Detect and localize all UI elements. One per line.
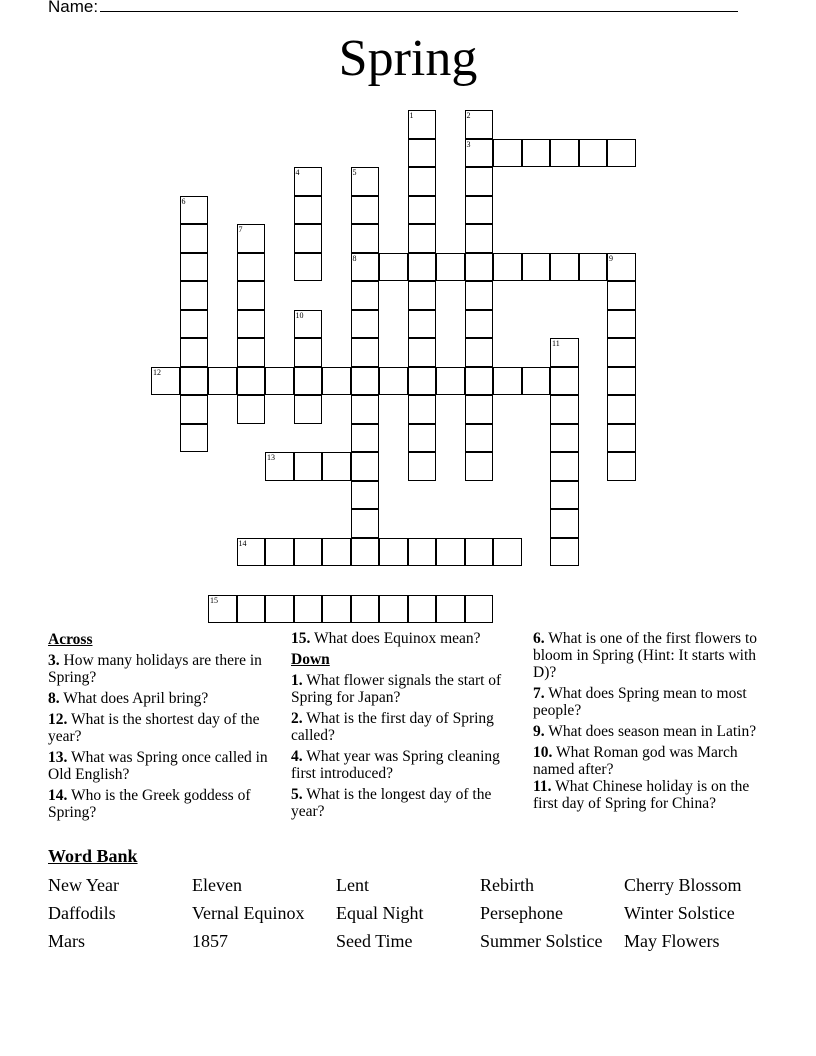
crossword-cell[interactable] <box>408 281 437 310</box>
clue-number-12: 12 <box>153 367 161 377</box>
word-bank-item: Rebirth <box>480 875 534 895</box>
crossword-cell[interactable] <box>237 367 266 396</box>
crossword-cell[interactable] <box>408 196 437 225</box>
crossword-cell[interactable] <box>408 424 437 453</box>
clue-number-8: 8 <box>352 253 357 263</box>
crossword-cell[interactable] <box>351 196 380 225</box>
clue-down-4: 4. What year was Spring cleaning first introduced? <box>291 748 500 782</box>
crossword-cell[interactable] <box>180 224 209 253</box>
clue-down-2: 2. What is the first day of Spring called? <box>291 710 494 744</box>
clue-number-13: 13 <box>267 453 275 462</box>
crossword-cell[interactable] <box>294 338 323 367</box>
crossword-cell[interactable] <box>493 538 522 567</box>
crossword-cell[interactable] <box>522 139 551 168</box>
crossword-cell[interactable] <box>465 367 494 396</box>
page-title: Spring <box>338 30 478 87</box>
crossword-cell[interactable] <box>550 509 579 538</box>
crossword-cell[interactable] <box>351 481 380 510</box>
crossword-cell[interactable] <box>579 253 608 282</box>
word-bank-item: Cherry Blossom <box>624 875 742 895</box>
crossword-cell[interactable] <box>265 367 294 396</box>
crossword-cell[interactable] <box>237 595 266 624</box>
crossword-cell[interactable] <box>408 595 437 624</box>
crossword-cell[interactable] <box>436 253 465 282</box>
clues-column-3 <box>533 630 773 816</box>
crossword-cell[interactable] <box>522 253 551 282</box>
crossword-cell[interactable] <box>180 424 209 453</box>
crossword-cell[interactable] <box>465 424 494 453</box>
clue-across-12: 12. What is the shortest day of the year? <box>48 711 260 745</box>
crossword-cell[interactable] <box>237 281 266 310</box>
name-label: Name: <box>48 0 99 16</box>
crossword-cell[interactable] <box>408 253 437 282</box>
crossword-cell[interactable] <box>607 367 636 396</box>
crossword-cell[interactable] <box>465 167 494 196</box>
crossword-cell[interactable] <box>550 538 579 567</box>
crossword-cell[interactable] <box>351 281 380 310</box>
crossword-cell[interactable] <box>322 452 351 481</box>
crossword-cell[interactable] <box>408 310 437 339</box>
crossword-cell[interactable] <box>351 338 380 367</box>
clue-down-1: 1. What flower signals the start of Spring for Japan? <box>291 672 502 706</box>
clue-across-15: 15. What does Equinox mean? <box>291 630 481 647</box>
clue-down-6: 6. What is one of the first flowers to bloom in Spring (Hint: It starts with D)? <box>533 630 757 681</box>
clue-number-7: 7 <box>238 225 243 234</box>
down-heading: Down <box>291 651 330 668</box>
crossword-cell[interactable] <box>294 452 323 481</box>
word-bank-item: Vernal Equinox <box>192 903 305 923</box>
word-bank-item: New Year <box>48 875 119 895</box>
clues-column-2 <box>291 630 516 824</box>
clue-down-11: 11. What Chinese holiday is on the first day of Spring for China? <box>533 778 750 812</box>
crossword-cell[interactable] <box>408 167 437 196</box>
word-bank-item: Persephone <box>480 903 563 923</box>
crossword-cell[interactable] <box>351 452 380 481</box>
crossword-cell[interactable] <box>607 424 636 453</box>
crossword-cell[interactable] <box>550 395 579 424</box>
crossword-cell[interactable] <box>294 196 323 225</box>
word-bank-item: Daffodils <box>48 903 116 923</box>
crossword-cell[interactable] <box>180 395 209 424</box>
crossword-cell[interactable] <box>351 424 380 453</box>
crossword-cell[interactable] <box>465 281 494 310</box>
word-bank-item: Winter Solstice <box>624 903 735 923</box>
crossword-cell[interactable] <box>465 310 494 339</box>
crossword-cell[interactable] <box>237 253 266 282</box>
crossword-cell[interactable] <box>322 538 351 567</box>
word-bank-item: Equal Night <box>336 903 424 923</box>
word-bank-heading: Word Bank <box>48 846 138 866</box>
crossword-cell[interactable] <box>294 367 323 396</box>
word-bank-item: May Flowers <box>624 931 720 951</box>
clue-number-4: 4 <box>295 168 300 177</box>
crossword-cell[interactable] <box>550 139 579 168</box>
crossword-cell[interactable] <box>379 367 408 396</box>
word-bank-item: Summer Solstice <box>480 931 603 951</box>
crossword-cell[interactable] <box>408 139 437 168</box>
crossword-cell[interactable] <box>180 338 209 367</box>
clue-number-11: 11 <box>552 339 560 348</box>
crossword-cell[interactable] <box>550 452 579 481</box>
clue-across-13: 13. What was Spring once called in Old English? <box>48 749 268 783</box>
word-bank-item: Seed Time <box>336 931 413 951</box>
crossword-cell[interactable] <box>607 310 636 339</box>
crossword-cell[interactable] <box>550 367 579 396</box>
crossword-cell[interactable] <box>351 509 380 538</box>
crossword-cell[interactable] <box>265 538 294 567</box>
crossword-cell[interactable] <box>351 395 380 424</box>
clues-column-1 <box>48 630 273 825</box>
clue-across-14: 14. Who is the Greek goddess of Spring? <box>48 787 251 821</box>
clue-number-14: 14 <box>238 538 247 548</box>
clue-across-3: 3. How many holidays are there in Spring? <box>48 652 262 686</box>
crossword-cell[interactable] <box>607 395 636 424</box>
crossword-cell[interactable] <box>208 367 237 396</box>
crossword-cell[interactable] <box>493 367 522 396</box>
crossword-cell[interactable] <box>379 595 408 624</box>
crossword-cell[interactable] <box>237 338 266 367</box>
crossword-cell[interactable] <box>265 595 294 624</box>
crossword-cell[interactable] <box>436 538 465 567</box>
crossword-cell[interactable] <box>294 224 323 253</box>
crossword-cell[interactable] <box>237 310 266 339</box>
clue-number-6: 6 <box>181 196 186 206</box>
crossword-cell[interactable] <box>465 538 494 567</box>
crossword-cell[interactable] <box>180 367 209 396</box>
clue-down-9: 9. What does season mean in Latin? <box>533 723 757 740</box>
crossword-cell[interactable] <box>379 538 408 567</box>
crossword-cell[interactable] <box>408 367 437 396</box>
crossword-cell[interactable] <box>493 139 522 168</box>
crossword-cell[interactable] <box>294 595 323 624</box>
crossword-cell[interactable] <box>607 452 636 481</box>
crossword-cell[interactable] <box>351 224 380 253</box>
crossword-cell[interactable] <box>408 338 437 367</box>
crossword-cell[interactable] <box>436 367 465 396</box>
crossword-cell[interactable] <box>579 139 608 168</box>
clue-across-8: 8. What does April bring? <box>48 690 209 707</box>
crossword-cell[interactable] <box>408 395 437 424</box>
across-heading: Across <box>48 631 93 648</box>
crossword-cell[interactable] <box>408 224 437 253</box>
crossword-cell[interactable] <box>522 367 551 396</box>
clue-number-5: 5 <box>352 168 357 177</box>
crossword-cell[interactable] <box>294 395 323 424</box>
crossword-cell[interactable] <box>550 424 579 453</box>
crossword-cell[interactable] <box>465 395 494 424</box>
crossword-cell[interactable] <box>436 595 465 624</box>
crossword-cell[interactable] <box>493 253 522 282</box>
crossword-cell[interactable] <box>465 595 494 624</box>
clue-number-2: 2 <box>466 111 471 120</box>
crossword-cell[interactable] <box>322 595 351 624</box>
crossword-cell[interactable] <box>322 367 351 396</box>
clue-down-10: 10. What Roman god was March named after? <box>533 744 738 778</box>
crossword-cell[interactable] <box>294 538 323 567</box>
crossword-cell[interactable] <box>408 452 437 481</box>
clue-down-7: 7. What does Spring mean to most people? <box>533 685 747 719</box>
clue-down-5: 5. What is the longest day of the year? <box>291 786 492 820</box>
crossword-cell[interactable] <box>607 338 636 367</box>
crossword-cell[interactable] <box>351 595 380 624</box>
crossword-cell[interactable] <box>550 253 579 282</box>
crossword-cell[interactable] <box>465 196 494 225</box>
crossword-cell[interactable] <box>465 338 494 367</box>
crossword-cell[interactable] <box>180 253 209 282</box>
crossword-cell[interactable] <box>294 253 323 282</box>
crossword-cell[interactable] <box>607 139 636 168</box>
crossword-cell[interactable] <box>180 310 209 339</box>
clue-number-1: 1 <box>409 111 414 120</box>
crossword-cell[interactable] <box>351 367 380 396</box>
clue-number-10: 10 <box>295 310 304 320</box>
crossword-cell[interactable] <box>351 310 380 339</box>
crossword-cell[interactable] <box>351 538 380 567</box>
crossword-cell[interactable] <box>465 224 494 253</box>
clue-number-9: 9 <box>609 253 613 263</box>
clue-number-15: 15 <box>210 595 218 605</box>
crossword-cell[interactable] <box>607 281 636 310</box>
crossword-cell[interactable] <box>408 538 437 567</box>
crossword-cell[interactable] <box>465 452 494 481</box>
word-bank-item: Lent <box>336 875 369 895</box>
word-bank-item: Mars <box>48 931 85 951</box>
crossword-cell[interactable] <box>465 253 494 282</box>
word-bank-item: 1857 <box>192 931 228 951</box>
crossword-cell[interactable] <box>550 481 579 510</box>
crossword-cell[interactable] <box>379 253 408 282</box>
clue-number-3: 3 <box>466 139 471 149</box>
crossword-cell[interactable] <box>180 281 209 310</box>
crossword-cell[interactable] <box>237 395 266 424</box>
word-bank-item: Eleven <box>192 875 242 895</box>
